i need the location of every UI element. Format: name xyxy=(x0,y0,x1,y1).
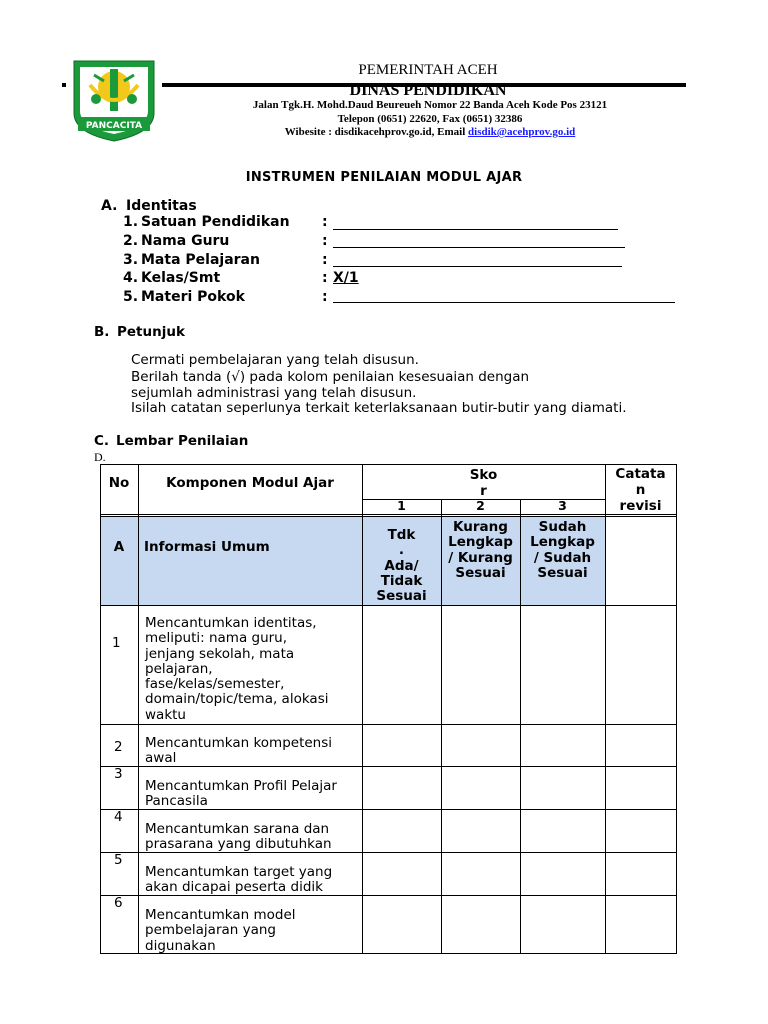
row-no: 4 xyxy=(114,809,123,825)
group-no: A xyxy=(113,539,125,555)
row-text-line: Mencantumkan kompetensi xyxy=(145,735,333,751)
score-desc-3 xyxy=(520,520,605,581)
score-desc-line: . xyxy=(398,542,405,559)
logo-text: PANCACITA xyxy=(85,121,143,131)
row-text-line: Mencantumkan model xyxy=(145,907,296,923)
score-col-header: 2 xyxy=(476,498,485,513)
row-text-line: akan dicapai peserta didik xyxy=(145,879,323,896)
section-a-heading: Identitas xyxy=(126,198,197,214)
row-text-line: meliputi: nama guru, xyxy=(145,630,288,647)
header-catatan-line: revisi xyxy=(619,498,662,514)
row-text-line: domain/topic/tema, alokasi xyxy=(145,691,329,708)
materi-pokok-field[interactable] xyxy=(333,302,675,303)
web-line xyxy=(170,126,690,138)
score-desc-line: Lengkap xyxy=(530,534,595,551)
row-text xyxy=(145,822,361,853)
identity-label: Mata Pelajaran xyxy=(141,252,260,268)
nama-guru-field[interactable] xyxy=(333,247,625,248)
document-title: INSTRUMEN PENILAIAN MODUL AJAR xyxy=(245,170,523,185)
identity-label: Kelas/Smt xyxy=(141,270,221,286)
score-desc-line: Kurang xyxy=(453,519,508,535)
identity-label: Satuan Pendidikan xyxy=(141,214,290,230)
table-border xyxy=(605,464,606,954)
email-link[interactable]: disdik@acehprov.go.id xyxy=(468,126,576,138)
score-desc-line: Sesuai xyxy=(376,588,427,605)
row-no: 5 xyxy=(114,852,123,868)
identity-num: 1. xyxy=(123,214,139,230)
identity-colon: : xyxy=(322,289,328,305)
row-text-line: jenjang sekolah, mata xyxy=(145,645,295,662)
identity-label: Nama Guru xyxy=(141,233,230,249)
row-text xyxy=(145,779,361,810)
mata-pelajaran-field[interactable] xyxy=(333,266,622,267)
row-text-line: Mencantumkan target yang xyxy=(145,864,333,880)
row-no: 2 xyxy=(114,739,123,755)
row-text xyxy=(145,865,361,896)
identity-num: 3. xyxy=(123,252,139,268)
score-desc-line: Sesuai xyxy=(537,564,588,581)
score-desc-line: Tidak xyxy=(380,572,423,589)
header-skor-line: r xyxy=(480,483,487,499)
pancacita-logo xyxy=(70,55,158,143)
identity-num: 4. xyxy=(123,270,139,286)
table-border xyxy=(100,464,101,954)
score-col-header: 3 xyxy=(558,498,567,513)
section-a-label: A. xyxy=(101,198,118,214)
identity-colon: : xyxy=(322,214,328,230)
score-desc-line: Lengkap xyxy=(448,534,513,551)
score-desc-2 xyxy=(441,520,520,581)
section-d-label: D. xyxy=(94,450,106,464)
header-no: No xyxy=(108,475,130,491)
header-catatan-line: n xyxy=(635,482,646,498)
score-desc-line: / Sudah xyxy=(533,549,592,566)
row-text-line: Mencantumkan sarana dan xyxy=(145,821,330,837)
row-text xyxy=(145,736,361,767)
score-desc-line: / Kurang xyxy=(448,549,513,566)
row-text-line: fase/kelas/semester, xyxy=(145,676,285,693)
web-prefix: Wibesite : disdikacehprov.go.id, Email xyxy=(284,126,469,138)
table-border xyxy=(100,516,676,517)
table-border xyxy=(100,464,676,465)
agency-name: DINAS PENDIDIKAN xyxy=(349,82,507,96)
identity-num: 5. xyxy=(123,289,139,305)
instruction-line: Cermati pembelajaran yang telah disusun. xyxy=(131,352,419,368)
instruction-line: Berilah tanda (√) pada kolom penilaian kesesuaian dengan xyxy=(131,369,530,385)
header-skor-line: Sko xyxy=(469,467,498,483)
table-border xyxy=(100,724,676,725)
score-col-header: 1 xyxy=(397,498,406,513)
score-desc-line: Tdk xyxy=(387,527,416,543)
group-label: Informasi Umum xyxy=(144,539,270,555)
row-text xyxy=(145,616,361,723)
score-desc-line: Sudah xyxy=(538,519,587,535)
identity-num: 2. xyxy=(123,233,139,249)
section-c-label: C. xyxy=(94,433,110,449)
header-komponen: Komponen Modul Ajar xyxy=(166,475,334,491)
row-no: 6 xyxy=(114,895,123,911)
table-border xyxy=(138,464,139,954)
row-text-line: Mencantumkan Profil Pelajar xyxy=(145,778,337,794)
kelas-smt-value[interactable]: X/1 xyxy=(333,270,359,286)
section-b-heading: Petunjuk xyxy=(117,324,185,340)
row-text-line: pelajaran, xyxy=(145,660,213,677)
table-border xyxy=(676,464,677,954)
identity-colon: : xyxy=(322,233,328,249)
identity-colon: : xyxy=(322,252,328,268)
government-name: PEMERINTAH ACEH xyxy=(358,62,498,78)
row-text-line: pembelajaran yang xyxy=(145,922,277,939)
row-text-line: Mencantumkan identitas, xyxy=(145,615,317,631)
instruction-line: Isilah catatan seperlunya terkait keterlaksanaan butir-butir yang diamati. xyxy=(131,400,627,416)
row-no: 1 xyxy=(112,635,121,651)
table-border xyxy=(100,514,676,515)
row-text xyxy=(145,908,361,954)
row-no: 3 xyxy=(114,766,123,782)
row-text-line: Pancasila xyxy=(145,793,208,810)
score-desc-1 xyxy=(362,528,441,604)
row-text-line: awal xyxy=(145,750,177,767)
instruction-line: sejumlah administrasi yang telah disusun. xyxy=(131,385,417,401)
identity-label: Materi Pokok xyxy=(141,289,245,305)
identity-colon: : xyxy=(322,270,328,286)
row-text-line: prasarana yang dibutuhkan xyxy=(145,836,332,853)
address-line: Jalan Tgk.H. Mohd.Daud Beureueh Nomor 22 Banda Aceh Kode Pos 23121 xyxy=(252,99,608,111)
section-b-label: B. xyxy=(94,324,110,340)
table-border xyxy=(100,605,676,606)
satuan-pendidikan-field[interactable] xyxy=(333,229,618,230)
row-text-line: digunakan xyxy=(145,937,216,954)
phone-line: Telepon (0651) 22620, Fax (0651) 32386 xyxy=(337,113,523,125)
score-desc-line: Ada/ xyxy=(384,557,419,574)
section-c-heading: Lembar Penilaian xyxy=(116,433,249,449)
score-desc-line: Sesuai xyxy=(455,564,506,581)
header-catatan-line: Catata xyxy=(615,466,666,482)
row-text-line: waktu xyxy=(145,706,186,723)
